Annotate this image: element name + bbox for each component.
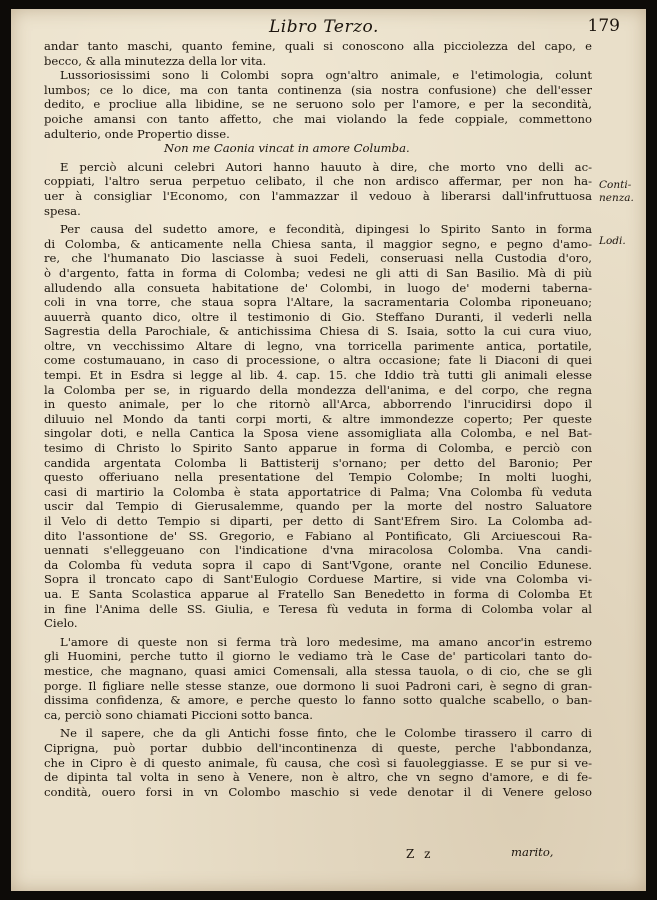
margin-note-lodi: Lodi. [599, 235, 626, 247]
text-line: dedito, e procliue alla libidine, se ne seruono solo per l'amore, e per la secondità, [44, 97, 592, 112]
text-line: tesimo di Christo lo Spirito Santo apparue in forma di Colomba, e perciò con [44, 441, 592, 456]
text-line: tempi. Et in Esdra si legge al lib. 4. cap. 15. che Iddio trà tutti gli animali elesse [44, 368, 592, 383]
text-line: lumbos; ce lo dice, ma con tanta continenza (sia nostra confusione) che dell'esser [44, 82, 592, 97]
text-line: andar tanto maschi, quanto femine, quali si conoscono alla picciolezza del capo, e [44, 39, 592, 53]
text-line: da Colomba fù veduta sopra il capo di Sant'Vgone, orante nel Concilio Edunese. [44, 557, 592, 572]
text-line: che in Cipro è di questo animale, fù causa, che così si fauoleggiasse. E se pur si ve- [44, 755, 592, 770]
text-line: de dipinta tal volta in seno à Venere, non è altro, che vn segno d'amore, e di fe- [44, 770, 592, 785]
text-line: mestice, che magnano, quasi amici Comensali, alla stessa tauola, o di cio, che se gli [44, 663, 592, 678]
text-line: ca, perciò sono chiamati Piccioni sotto banca. [44, 707, 313, 722]
running-head: Libro Terzo. [269, 17, 379, 37]
text-line: come costumauano, in caso di processione, o altra occasione; fate li Diaconi di quei [44, 353, 592, 368]
text-line: coli in vna torre, che staua sopra l'Altare, la sacramentaria Colomba riponeuano; [44, 295, 592, 310]
text-line: ò d'argento, fatta in forma di Colomba; vedesi ne gli atti di San Basilio. Mà di più [44, 265, 592, 280]
text-line: Non me Caonia vincat in amore Columba. [164, 141, 410, 156]
text-line: Per causa del sudetto amore, e fecondità, dipingesi lo Spirito Santo in forma [60, 222, 592, 237]
text-line: uer à consigliar l'Economo, con l'ammazzar il vedouo à liberarsi dall'infruttuosa [44, 188, 592, 203]
signature-mark: Z z [406, 847, 434, 861]
text-line: singolar doti, e nella Cantica la Sposa viene assomigliata alla Colomba, e nel Bat- [44, 426, 592, 441]
text-line: dito l'assontione de' SS. Gregorio, e Fabiano al Pontificato, Gli Arciuescoui Ra- [44, 528, 592, 543]
text-line: Sopra il troncato capo di Sant'Eulogio Corduese Martire, si vide vna Colomba vi- [44, 572, 592, 587]
text-line: condità, ouero forsi in vn Colombo maschio si vede denotar il di Venere geloso [44, 784, 592, 799]
text-line: candida argentata Colomba li Battisterij s'ornano; per detto del Baronio; Per [44, 455, 592, 470]
text-line: Sagrestia della Parochiale, & antichissima Chiesa di S. Isaia, sotto la cui cura viuo, [44, 324, 592, 339]
text-line: Cielo. [44, 616, 78, 631]
text-line: il Velo di detto Tempio si diparti, per detto di Sant'Efrem Siro. La Colomba ad- [44, 514, 592, 528]
text-line: spesa. [44, 203, 81, 218]
text-line: oltre, vn vecchissimo Altare di legno, vna torricella parimente antica, portatile, [44, 338, 592, 353]
text-line: diluuio nel Mondo da tanti corpi morti, & altre immondezze coperto; Per queste [44, 411, 592, 426]
text-line: Ne il sapere, che da gli Antichi fosse finto, che le Colombe tirassero il carro di [60, 726, 592, 741]
text-line: L'amore di queste non si ferma trà loro medesime, ma amano ancor'in estremo [60, 634, 592, 649]
text-line: auuerrà quanto dico, oltre il testimonio di Gio. Steffano Duranti, il vederli nella [44, 309, 592, 324]
book-page [11, 9, 646, 891]
page-header [11, 13, 646, 39]
text-line: adulterio, onde Propertio disse. [44, 126, 230, 141]
text-line: gli Huomini, perche tutto il giorno le vediamo trà le Case de' particolari tanto do- [44, 649, 592, 664]
text-line: ua. E Santa Scolastica apparue al Fratello San Benedetto in forma di Colomba Et [44, 586, 592, 601]
text-line: la Colomba per se, in riguardo della mondezza dell'anima, e del corpo, che regna [44, 382, 592, 397]
text-line: uscir dal Tempio di Gierusalemme, quando per la morte del nostro Saluatore [44, 499, 592, 514]
text-line: E perciò alcuni celebri Autori hanno hauuto à dire, che morto vno delli ac- [60, 159, 592, 174]
text-line: becco, & alla minutezza della lor vita. [44, 53, 267, 68]
text-line: dissima confidenza, & amore, e perche questo lo fanno sotto qualche scabello, o ban- [44, 693, 592, 708]
text-body [44, 39, 592, 799]
text-line: Lussoriosissimi sono li Colombi sopra ogn'altro animale, e l'etimologia, colunt [60, 68, 592, 83]
text-line: uennati s'elleggeuano con l'indicatione d'vna miracolosa Colomba. Vna candi- [44, 543, 592, 558]
text-line: casi di martirio la Colomba è stata apportatrice di Palma; Vna Colomba fù veduta [44, 484, 592, 499]
text-line: in questo animale, per lo che ritornò all'Arca, abborrendo l'inrucidirsi dopo il [44, 397, 592, 412]
text-line: coppiati, l'altro serua perpetuo celibato, il che non ardisco affermar, per non ha- [44, 174, 592, 189]
margin-note-continenza: Conti- nenza. [599, 179, 634, 204]
text-line: alludendo alla consueta habitatione de' Colombi, in luogo de' moderni taberna- [44, 280, 592, 295]
text-line: re, che l'humanato Dio lasciasse à suoi Fedeli, conseruasi nella Custodia d'oro, [44, 251, 592, 266]
text-line: di Colomba, & anticamente nella Chiesa santa, il maggior segno, e pegno d'amo- [44, 236, 592, 251]
text-line: porge. Il figliare nelle stesse stanze, oue dormono li suoi Padroni cari, è segno di gran- [44, 678, 592, 693]
catchword: marito, [511, 845, 554, 859]
text-line: Ciprigna, può portar dubbio dell'incontinenza di queste, perche l'abbondanza, [44, 740, 592, 755]
text-line: questo offeriuano nella presentatione del Tempio Colombe; In molti luoghi, [44, 470, 592, 485]
text-line: poiche amansi con tanto affetto, che mai violando la fede coppiale, commettono [44, 111, 592, 126]
page-number: 179 [587, 16, 620, 36]
text-line: in fine l'Anima delle SS. Giulia, e Teresa fù veduta in forma di Colomba volar al [44, 601, 592, 616]
